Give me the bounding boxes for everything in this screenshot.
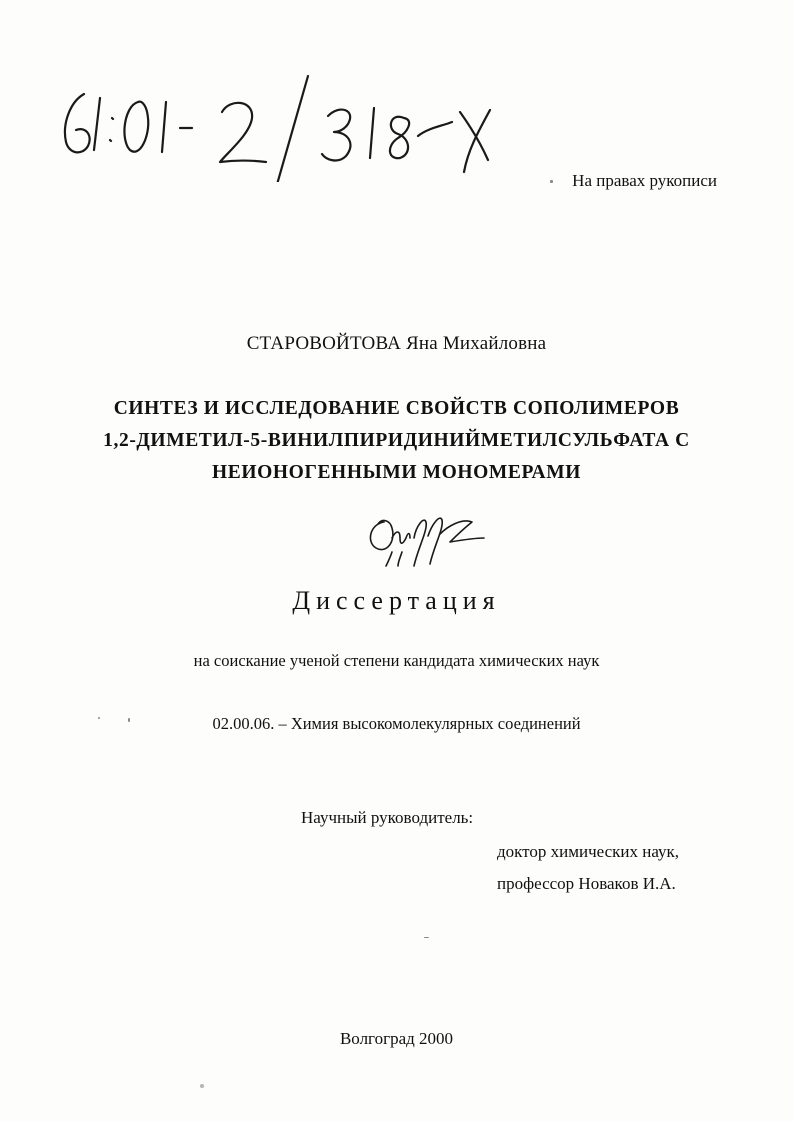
signature (362, 508, 490, 570)
author-name: СТАРОВОЙТОВА Яна Михайловна (246, 333, 547, 354)
degree-statement: на соискание ученой степени кандидата химических наук (193, 651, 600, 670)
scan-speck (200, 1084, 204, 1088)
supervisor-name: профессор Новаков И.А. (497, 874, 676, 893)
supervisor-label: Научный руководитель: (301, 808, 474, 827)
title-line-1: СИНТЕЗ И ИССЛЕДОВАНИЕ СВОЙСТВ СОПОЛИМЕРОВ (113, 398, 680, 419)
supervisor-degree: доктор химических наук, (497, 842, 680, 861)
city-year: Волгоград 2000 (339, 1029, 454, 1048)
dissertation-title (0, 393, 793, 489)
scan-speck (128, 718, 130, 722)
scan-speck (550, 180, 553, 183)
scan-speck (424, 937, 429, 938)
title-line-2: 1,2-ДИМЕТИЛ-5-ВИНИЛПИРИДИНИЙМЕТИЛСУЛЬФАТА С (103, 430, 690, 451)
title-line-3: НЕИОНОГЕННЫМИ МОНОМЕРАМИ (212, 462, 581, 483)
scan-speck (98, 717, 100, 719)
specialty-code: 02.00.06. – Химия высокомолекулярных соединений (212, 714, 581, 733)
handwritten-archive-code (52, 62, 512, 182)
manuscript-rights-note: На правах рукописи (572, 171, 717, 190)
document-type: Диссертация (292, 586, 501, 615)
